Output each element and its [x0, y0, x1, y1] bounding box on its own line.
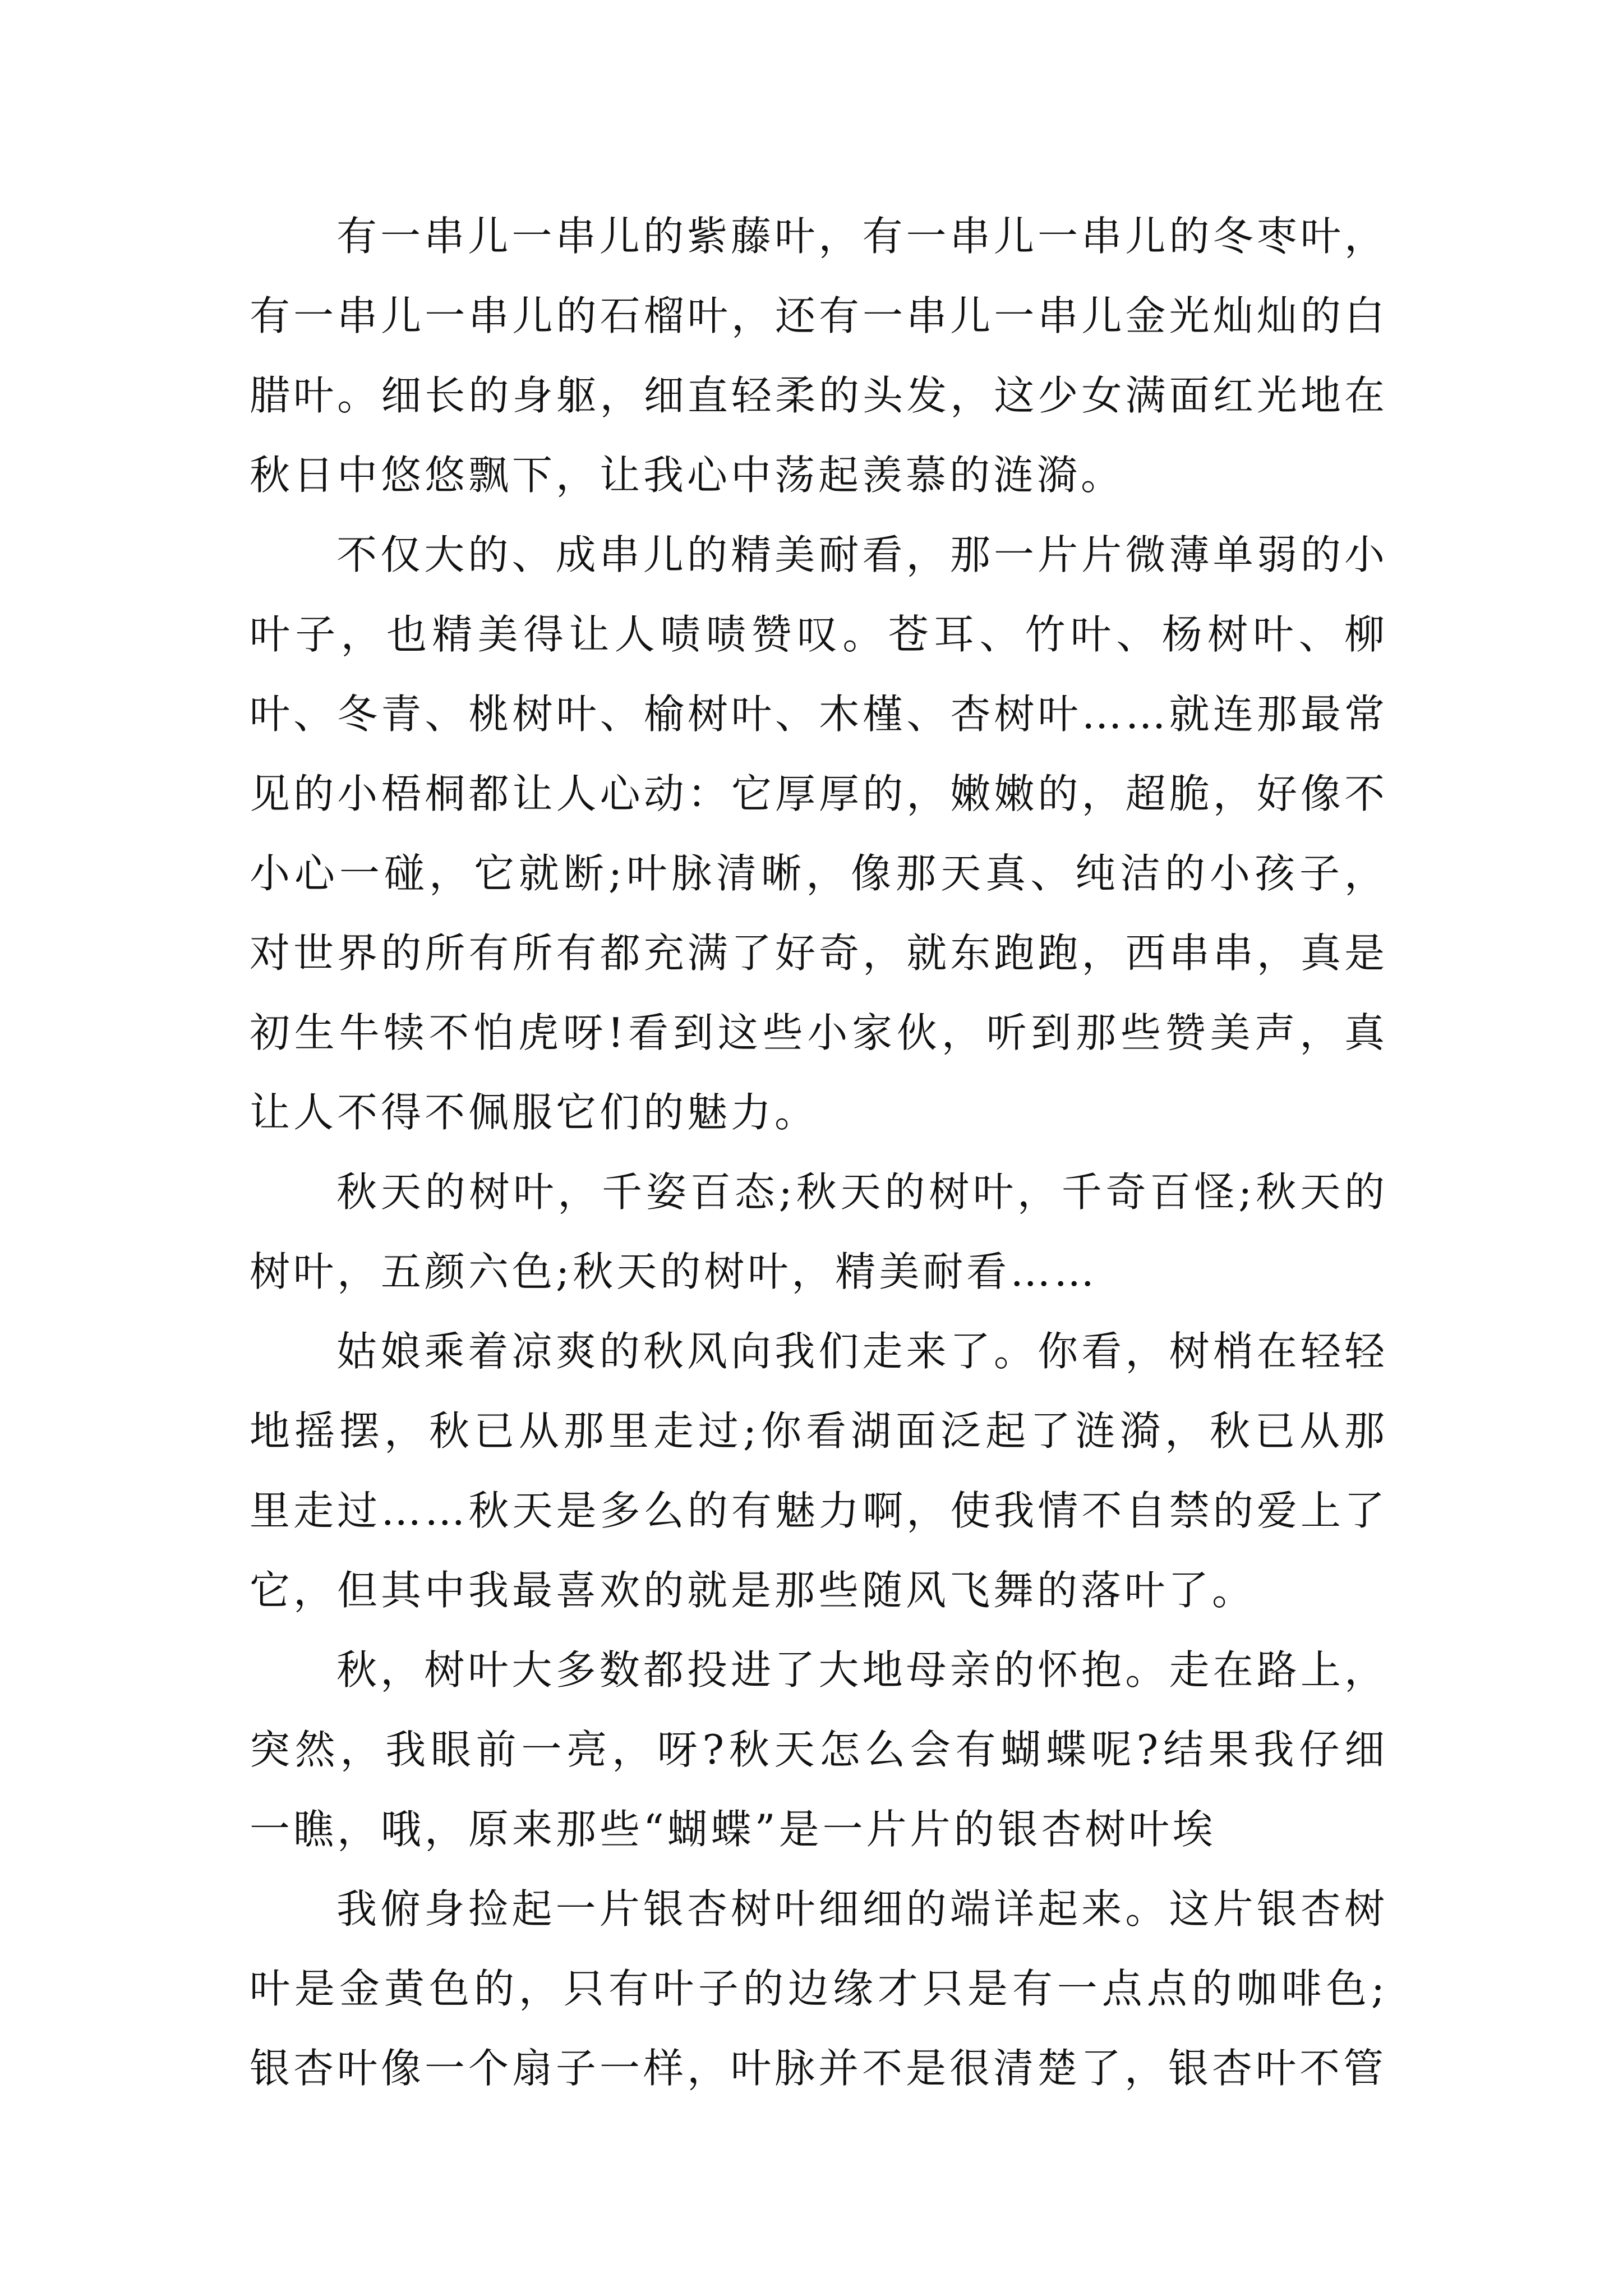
- paragraph-6: 我俯身捡起一片银杏树叶细细的端详起来。这片银杏树叶是金黄色的，只有叶子的边缘才只是有一点点的咖啡色;银杏叶像一个扇子一样，叶脉并不是很清楚了，银杏叶不管: [250, 1885, 1388, 2092]
- paragraph-4: 姑娘乘着凉爽的秋风向我们走来了。你看，树梢在轻轻地摇摆，秋已从那里走过;你看湖面泛起了涟漪，秋已从那里走过……秋天是多么的有魅力啊，使我情不自禁的爱上了它，但其中我最喜欢的就是那些随风飞舞的落叶了。: [250, 1328, 1388, 1614]
- paragraph-1: 有一串儿一串儿的紫藤叶，有一串儿一串儿的冬枣叶，有一串儿一串儿的石榴叶，还有一串儿一串儿金光灿灿的白腊叶。细长的身躯，细直轻柔的头发，这少女满面红光地在秋日中悠悠飘下，让我心中荡起羡慕的涟漪。: [250, 213, 1388, 499]
- paragraph-2: 不仅大的、成串儿的精美耐看，那一片片微薄单弱的小叶子，也精美得让人啧啧赞叹。苍耳、竹叶、杨树叶、柳叶、冬青、桃树叶、榆树叶、木槿、杏树叶……就连那最常见的小梧桐都让人心动：它厚厚的，嫩嫩的，超脆，好像不小心一碰，它就断;叶脉清晰，像那天真、纯洁的小孩子，对世界的所有所有都充满了好奇，就东跑跑，西串串，真是初生牛犊不怕虎呀!看到这些小家伙，听到那些赞美声，真让人不得不佩服它们的魅力。: [250, 531, 1388, 1136]
- paragraph-3: 秋天的树叶，千姿百态;秋天的树叶，千奇百怪;秋天的树叶，五颜六色;秋天的树叶，精美耐看……: [250, 1168, 1388, 1295]
- paragraph-5: 秋，树叶大多数都投进了大地母亲的怀抱。走在路上，突然，我眼前一亮，呀?秋天怎么会有蝴蝶呢?结果我仔细一瞧，哦，原来那些“蝴蝶”是一片片的银杏树叶埃: [250, 1646, 1388, 1853]
- essay-body: [250, 196, 1388, 2108]
